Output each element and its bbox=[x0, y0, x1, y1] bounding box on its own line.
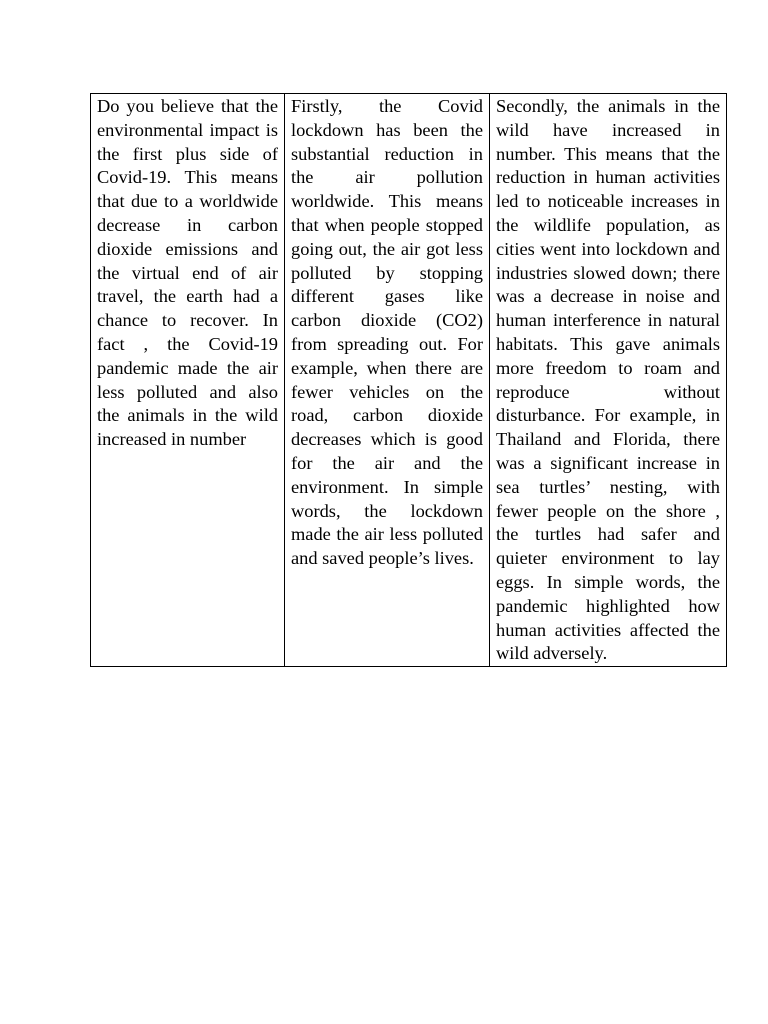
table-cell-introduction: Do you believe that the environmental impact is the first plus side of Covid-19. This means that due to a worldwide decrease in carbon dioxide emissions and the virtual end of air travel, the earth had a chance to recover. In fact , the Covid-19 pandemic made the air less polluted and also the animals in the wild increased in number bbox=[91, 94, 285, 667]
essay-table bbox=[90, 93, 727, 667]
table-row bbox=[91, 94, 727, 667]
table-cell-air-pollution: Firstly, the Covid lockdown has been the substantial reduction in the air pollution worldwide. This means that when people stopped going out, the air got less polluted by stopping different gases like carbon dioxide (CO2) from spreading out. For example, when there are fewer vehicles on the road, carbon dioxide decreases which is good for the air and the environment. In simple words, the lockdown made the air less polluted and saved people’s lives. bbox=[285, 94, 490, 667]
table-cell-wildlife: Secondly, the animals in the wild have increased in number. This means that the reduction in human activities led to noticeable increases in the wildlife population, as cities went into lockdown and industries slowed down; there was a decrease in noise and human interference in natural habitats. This gave animals more freedom to roam and reproduce without disturbance. For example, in Thailand and Florida, there was a significant increase in sea turtles’ nesting, with fewer people on the shore , the turtles had safer and quieter environment to lay eggs. In simple words, the pandemic highlighted how human activities affected the wild adversely. bbox=[490, 94, 727, 667]
table-body bbox=[91, 94, 727, 667]
